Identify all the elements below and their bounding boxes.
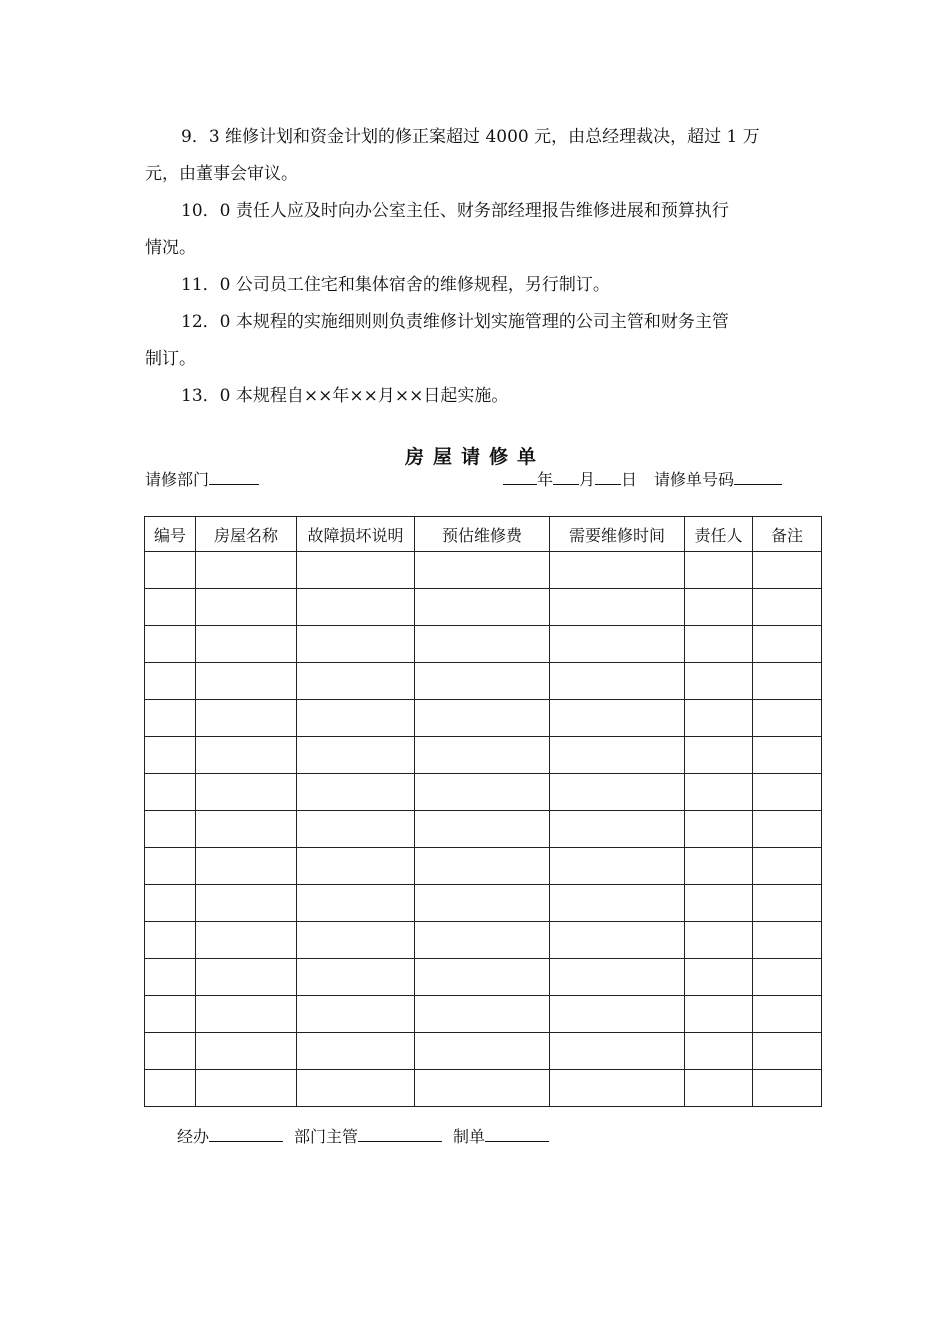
paragraph-12-0	[145, 304, 825, 378]
table-cell[interactable]	[145, 885, 196, 922]
paragraph-10-0	[145, 193, 825, 267]
table-cell[interactable]	[196, 1070, 297, 1107]
table-cell[interactable]	[550, 1033, 685, 1070]
table-row	[145, 737, 822, 774]
table-row	[145, 848, 822, 885]
table-cell[interactable]	[196, 663, 297, 700]
paragraph-line: 情况。	[145, 238, 196, 258]
table-cell[interactable]	[196, 589, 297, 626]
table-cell[interactable]	[753, 1033, 822, 1070]
repair-request-table	[144, 516, 822, 1107]
table-row	[145, 552, 822, 589]
table-cell[interactable]	[415, 552, 550, 589]
order-number-blank[interactable]	[734, 469, 782, 485]
paragraph-line: 制订。	[145, 349, 196, 369]
table-cell[interactable]	[297, 774, 415, 811]
table-cell[interactable]	[550, 626, 685, 663]
table-cell[interactable]	[297, 626, 415, 663]
handler-label: 经办	[177, 1127, 210, 1146]
table-row	[145, 663, 822, 700]
paragraph-line: 13．0 本规程自××年××月××日起实施。	[181, 386, 509, 406]
table-cell[interactable]	[685, 700, 753, 737]
table-header-row	[145, 517, 822, 552]
col-header-damage-description: 故障损坏说明	[297, 517, 415, 552]
table-cell[interactable]	[685, 663, 753, 700]
table-cell[interactable]	[753, 737, 822, 774]
table-cell[interactable]	[685, 1070, 753, 1107]
paragraph-line: 11．0 公司员工住宅和集体宿舍的维修规程，另行制订。	[181, 275, 610, 295]
supervisor-blank[interactable]	[358, 1126, 442, 1142]
table-cell[interactable]	[196, 885, 297, 922]
year-blank[interactable]	[503, 469, 537, 485]
table-cell[interactable]	[415, 959, 550, 996]
table-cell[interactable]	[415, 700, 550, 737]
month-label: 月	[579, 470, 596, 489]
table-cell[interactable]	[196, 700, 297, 737]
table-row	[145, 589, 822, 626]
table-row	[145, 996, 822, 1033]
table-cell[interactable]	[753, 626, 822, 663]
table-cell[interactable]	[145, 700, 196, 737]
table-cell[interactable]	[753, 848, 822, 885]
table-row	[145, 774, 822, 811]
order-number-label: 请修单号码	[654, 470, 735, 489]
table-cell[interactable]	[415, 774, 550, 811]
table-cell[interactable]	[297, 589, 415, 626]
table-cell[interactable]	[415, 922, 550, 959]
form-title: 房屋请修单	[404, 446, 545, 468]
table-cell[interactable]	[145, 848, 196, 885]
col-header-remarks: 备注	[753, 517, 822, 552]
table-cell[interactable]	[145, 1033, 196, 1070]
table-cell[interactable]	[196, 774, 297, 811]
table-cell[interactable]	[145, 959, 196, 996]
table-cell[interactable]	[685, 811, 753, 848]
table-row	[145, 1033, 822, 1070]
table-cell[interactable]	[550, 885, 685, 922]
table-cell[interactable]	[415, 626, 550, 663]
table-cell[interactable]	[196, 848, 297, 885]
table-cell[interactable]	[685, 589, 753, 626]
table-row	[145, 700, 822, 737]
table-cell[interactable]	[415, 996, 550, 1033]
day-blank[interactable]	[595, 469, 621, 485]
table-cell[interactable]	[753, 959, 822, 996]
table-cell[interactable]	[415, 848, 550, 885]
table-cell[interactable]	[297, 811, 415, 848]
table-cell[interactable]	[685, 996, 753, 1033]
table-cell[interactable]	[196, 811, 297, 848]
table-cell[interactable]	[297, 663, 415, 700]
table-cell[interactable]	[415, 1070, 550, 1107]
table-cell[interactable]	[415, 663, 550, 700]
table-body	[145, 552, 822, 1107]
date-and-order-field	[503, 468, 782, 492]
table-cell[interactable]	[550, 1070, 685, 1107]
table-cell[interactable]	[685, 552, 753, 589]
table-cell[interactable]	[415, 589, 550, 626]
table-cell[interactable]	[550, 959, 685, 996]
table-cell[interactable]	[145, 626, 196, 663]
table-cell[interactable]	[415, 885, 550, 922]
col-header-repair-time: 需要维修时间	[550, 517, 685, 552]
table-cell[interactable]	[297, 1033, 415, 1070]
table-row	[145, 1070, 822, 1107]
table-cell[interactable]	[145, 737, 196, 774]
table-cell[interactable]	[415, 811, 550, 848]
table-cell[interactable]	[297, 885, 415, 922]
table-cell[interactable]	[297, 552, 415, 589]
table-cell[interactable]	[196, 959, 297, 996]
table-cell[interactable]	[685, 885, 753, 922]
request-dept-blank[interactable]	[209, 469, 259, 485]
table-cell[interactable]	[753, 922, 822, 959]
table-cell[interactable]	[753, 700, 822, 737]
table-cell[interactable]	[550, 996, 685, 1033]
table-cell[interactable]	[196, 626, 297, 663]
table-cell[interactable]	[196, 552, 297, 589]
table-cell[interactable]	[297, 848, 415, 885]
paragraph-line: 元，由董事会审议。	[145, 164, 298, 184]
table-cell[interactable]	[145, 774, 196, 811]
paragraph-13-0	[145, 378, 825, 415]
table-cell[interactable]	[753, 996, 822, 1033]
supervisor-label: 部门主管	[294, 1127, 359, 1146]
col-header-estimated-cost: 预估维修费	[415, 517, 550, 552]
request-dept-field	[145, 468, 259, 492]
table-cell[interactable]	[550, 663, 685, 700]
paragraph-line: 12．0 本规程的实施细则则负责维修计划实施管理的公司主管和财务主管	[181, 312, 729, 332]
paragraph-line: 10．0 责任人应及时向办公室主任、财务部经理报告维修进展和预算执行	[181, 201, 729, 221]
signature-line	[177, 1125, 549, 1149]
table-cell[interactable]	[753, 885, 822, 922]
table-cell[interactable]	[753, 663, 822, 700]
table-cell[interactable]	[685, 922, 753, 959]
table-cell[interactable]	[145, 996, 196, 1033]
table-cell[interactable]	[297, 996, 415, 1033]
table-cell[interactable]	[145, 922, 196, 959]
table-cell[interactable]	[196, 996, 297, 1033]
table-row	[145, 922, 822, 959]
table-cell[interactable]	[753, 589, 822, 626]
paragraph-11-0	[145, 267, 825, 304]
table-cell[interactable]	[297, 922, 415, 959]
maker-label: 制单	[453, 1127, 486, 1146]
table-cell[interactable]	[415, 1033, 550, 1070]
col-header-responsible-person: 责任人	[685, 517, 753, 552]
table-cell[interactable]	[297, 959, 415, 996]
table-cell[interactable]	[145, 1070, 196, 1107]
table-cell[interactable]	[196, 737, 297, 774]
table-row	[145, 811, 822, 848]
table-cell[interactable]	[753, 811, 822, 848]
table-cell[interactable]	[196, 1033, 297, 1070]
table-row	[145, 626, 822, 663]
request-dept-label: 请修部门	[145, 470, 210, 489]
table-cell[interactable]	[145, 589, 196, 626]
table-cell[interactable]	[297, 737, 415, 774]
table-cell[interactable]	[297, 1070, 415, 1107]
paragraph-line: 9．3 维修计划和资金计划的修正案超过 4000 元，由总经理裁决，超过 1 万	[181, 127, 760, 147]
table-cell[interactable]	[550, 700, 685, 737]
table-cell[interactable]	[753, 1070, 822, 1107]
table-cell[interactable]	[145, 663, 196, 700]
table-cell[interactable]	[550, 737, 685, 774]
handler-blank[interactable]	[209, 1126, 283, 1142]
day-label: 日	[621, 470, 638, 489]
table-cell[interactable]	[550, 922, 685, 959]
table-cell[interactable]	[685, 737, 753, 774]
col-header-number: 编号	[145, 517, 196, 552]
col-header-house-name: 房屋名称	[196, 517, 297, 552]
table-cell[interactable]	[145, 552, 196, 589]
table-row	[145, 959, 822, 996]
table-cell[interactable]	[550, 848, 685, 885]
table-cell[interactable]	[415, 737, 550, 774]
table-cell[interactable]	[550, 774, 685, 811]
table-cell[interactable]	[685, 774, 753, 811]
table-cell[interactable]	[550, 811, 685, 848]
table-cell[interactable]	[550, 552, 685, 589]
table-cell[interactable]	[297, 700, 415, 737]
table-cell[interactable]	[685, 626, 753, 663]
maker-blank[interactable]	[485, 1126, 549, 1142]
table-cell[interactable]	[685, 848, 753, 885]
table-cell[interactable]	[685, 959, 753, 996]
table-cell[interactable]	[753, 774, 822, 811]
table-cell[interactable]	[196, 922, 297, 959]
table-cell[interactable]	[145, 811, 196, 848]
table-cell[interactable]	[550, 589, 685, 626]
table-cell[interactable]	[685, 1033, 753, 1070]
month-blank[interactable]	[553, 469, 579, 485]
table-row	[145, 885, 822, 922]
paragraph-9-3	[145, 119, 825, 193]
table-cell[interactable]	[753, 552, 822, 589]
year-label: 年	[537, 470, 554, 489]
